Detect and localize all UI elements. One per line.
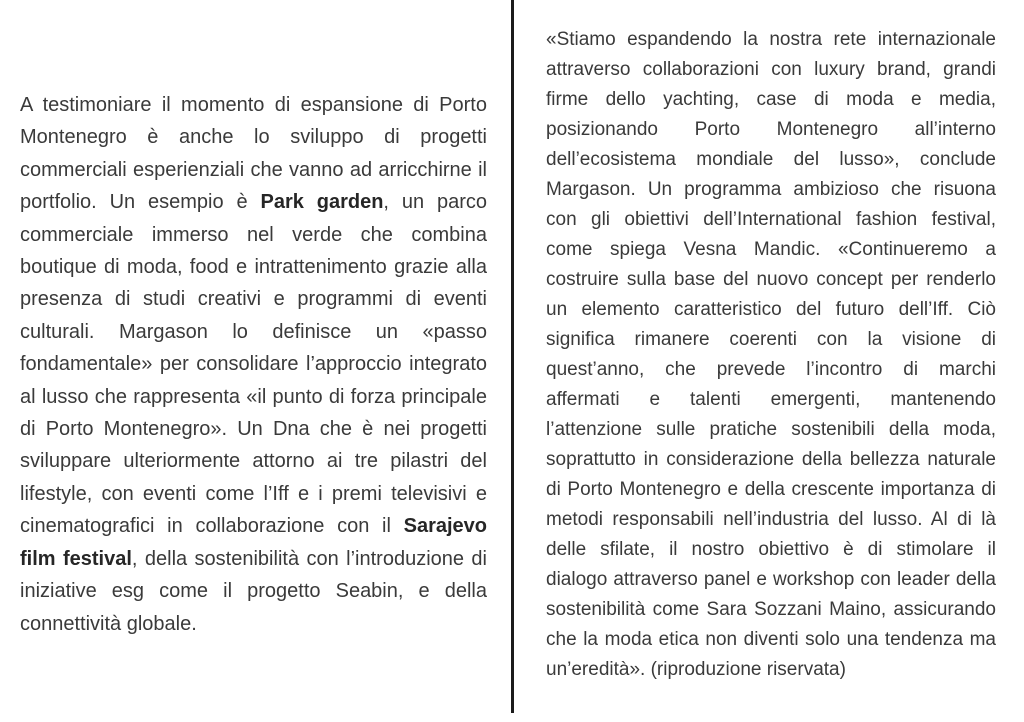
text-line [546,415,996,445]
text-segment: fondamentale» per consolidare l’approccio integrato [20,353,487,376]
text-line [546,175,996,205]
text-segment: al lusso che rappresenta «il punto di forza principale [20,385,487,408]
text-line [546,325,996,355]
text-line [546,55,996,85]
text-segment: costruire sulla base del nuovo concept per renderlo [546,269,996,290]
text-segment: con gli obiettivi dell’International fashion festival, [546,209,996,230]
right-text-column [546,25,996,685]
text-segment: sviluppare ulteriormente attorno ai tre pilastri del [20,450,487,473]
text-segment: attraverso collaborazioni con luxury brand, grandi [546,59,996,80]
text-line [546,625,996,655]
text-segment: lifestyle, con eventi come l’Iff e i premi televisivi e [20,482,487,505]
text-line [20,608,487,640]
text-segment: commerciali esperienziali che vanno ad arricchirne il [20,158,487,181]
text-line [20,510,487,542]
bold-text-segment: Park garden [260,191,384,214]
text-line [546,145,996,175]
text-line [546,595,996,625]
text-segment: cinematografici in collaborazione con il [20,515,404,538]
text-line [546,295,996,325]
text-segment: Margason. Un programma ambizioso che risuona [546,179,996,200]
text-line [546,475,996,505]
text-segment: Montenegro è anche lo sviluppo di progetti [20,126,487,149]
text-line [546,385,996,415]
text-segment: un elemento caratteristico del futuro dell’Iff. Ciò [546,299,996,320]
text-segment: di Porto Montenegro e della crescente importanza di [546,479,996,500]
text-line [546,655,996,685]
text-segment: commerciale immerso nel verde che combina [20,223,487,246]
text-segment: «Stiamo espandendo la nostra rete internazionale [546,29,996,50]
text-segment: come spiega Vesna Mandic. «Continueremo a [546,239,996,260]
text-line [20,445,487,477]
text-line [20,251,487,283]
text-line [546,355,996,385]
text-line [20,543,487,575]
text-segment: firme dello yachting, case di moda e media, [546,89,996,110]
text-line [20,283,487,315]
text-segment: affermati e talenti emergenti, mantenendo [546,389,996,410]
text-segment: posizionando Porto Montenegro all’interno [546,119,996,140]
text-line [20,316,487,348]
text-segment: sostenibilità come Sara Sozzani Maino, assicurando [546,599,996,620]
text-line [546,205,996,235]
text-segment: metodi responsabili nell’industria del lusso. Al di là [546,509,996,530]
text-segment: delle sfilate, il nostro obiettivo è di stimolare il [546,539,996,560]
text-segment: iniziative esg come il progetto Seabin, e della [20,580,487,603]
text-segment: dell’ecosistema mondiale del lusso», conclude [546,149,996,170]
text-segment: boutique di moda, food e intrattenimento grazie alla [20,256,487,279]
text-line [546,25,996,55]
text-line [20,575,487,607]
text-segment: soprattutto in considerazione della bellezza naturale [546,449,996,470]
text-segment: presenza di studi creativi e programmi di eventi [20,288,487,311]
column-divider-rule [511,0,514,713]
text-line [20,413,487,445]
text-line [20,478,487,510]
text-line [546,85,996,115]
text-segment: connettività globale. [20,612,197,635]
text-line [546,265,996,295]
text-segment: un’eredità». (riproduzione riservata) [546,659,846,680]
text-line [20,186,487,218]
text-line [20,381,487,413]
text-segment: portfolio. Un esempio è [20,191,261,214]
text-segment: , un parco [383,191,487,214]
text-segment: di Porto Montenegro». Un Dna che è nei progetti [20,418,487,441]
text-line [546,535,996,565]
text-line [546,565,996,595]
text-line [546,445,996,475]
text-segment: , della sostenibilità con l’introduzione di [131,547,487,570]
text-segment: culturali. Margason lo definisce un «passo [20,320,487,343]
text-line [546,505,996,535]
bold-text-segment: film festival [20,547,132,570]
bold-text-segment: Sarajevo [403,515,487,538]
text-segment: l’attenzione sulle pratiche sostenibili della moda, [546,419,996,440]
text-line [20,121,487,153]
text-line [20,154,487,186]
text-line [546,115,996,145]
text-line [20,219,487,251]
text-segment: che la moda etica non diventi solo una tendenza ma [546,629,996,650]
text-line [20,89,487,121]
left-text-column [20,89,487,640]
text-line [20,348,487,380]
text-segment: A testimoniare il momento di espansione di Porto [20,94,487,116]
text-segment: significa rimanere coerenti con la visione di [546,329,996,350]
text-segment: dialogo attraverso panel e workshop con leader della [546,569,996,590]
text-segment: quest’anno, che prevede l’incontro di marchi [546,359,996,380]
text-line [546,235,996,265]
